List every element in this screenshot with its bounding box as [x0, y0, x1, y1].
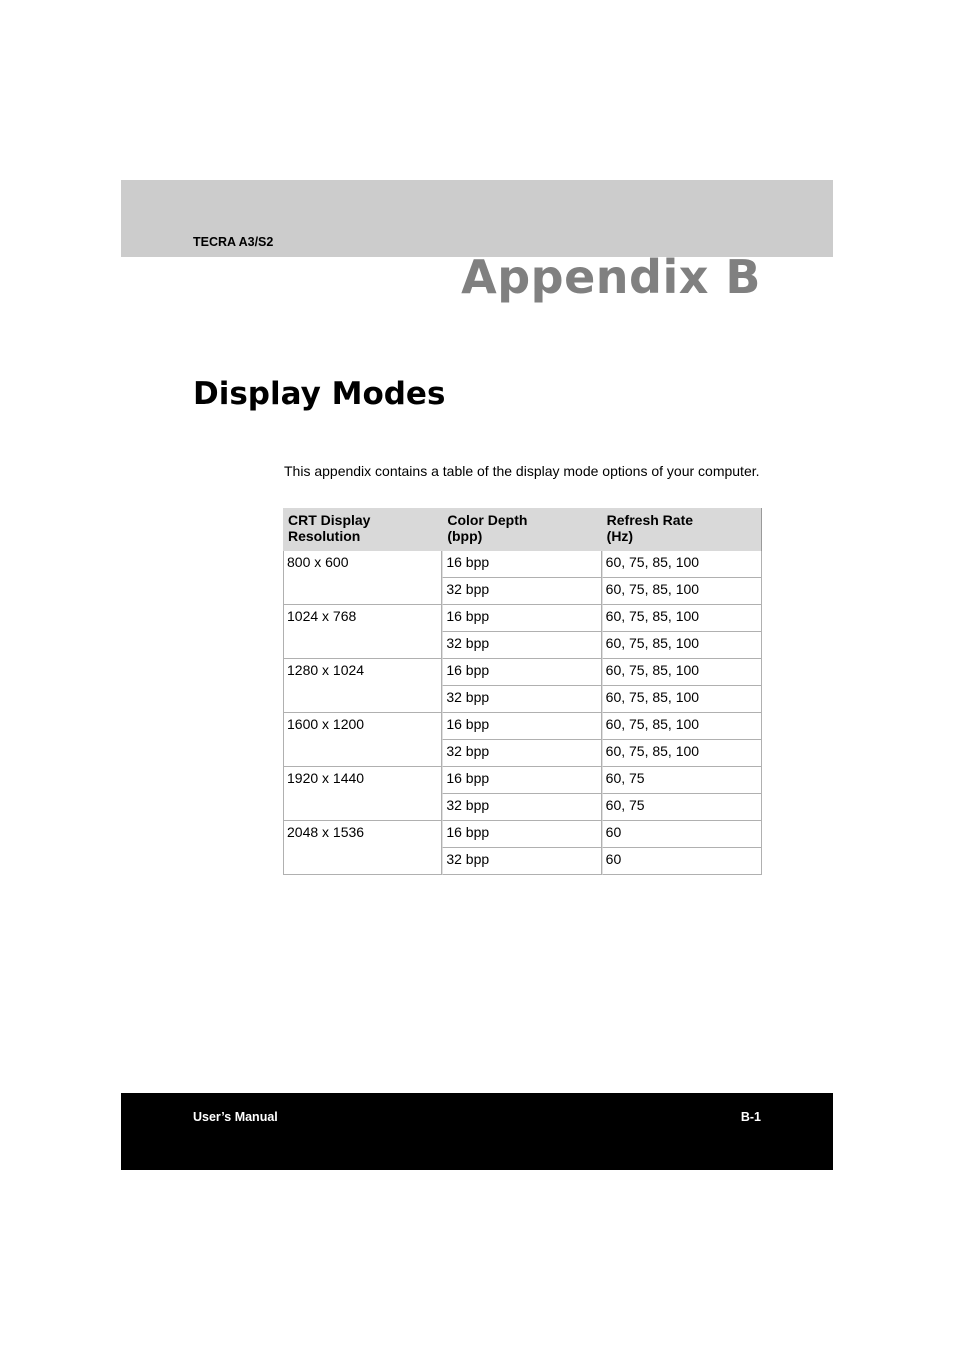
refresh-rate-cell: 60 [602, 848, 762, 875]
color-depth-cell: 32 bpp [442, 740, 601, 767]
refresh-rate-cell: 60, 75, 85, 100 [602, 632, 762, 659]
resolution-cell: 1920 x 1440 [283, 767, 442, 821]
header-refresh-rate: Refresh Rate (Hz) [602, 508, 762, 551]
color-depth-cell: 16 bpp [442, 659, 601, 686]
refresh-rate-cell: 60, 75, 85, 100 [602, 578, 762, 605]
footer-manual-label: User’s Manual [193, 1110, 278, 1124]
resolution-cell: 1024 x 768 [283, 605, 442, 659]
footer-band [121, 1093, 833, 1170]
color-depth-cell: 16 bpp [442, 713, 601, 740]
color-depth-cell: 32 bpp [442, 632, 601, 659]
color-depth-cell: 16 bpp [442, 821, 601, 848]
color-depth-cell: 16 bpp [442, 605, 601, 632]
resolution-cell: 2048 x 1536 [283, 821, 442, 875]
intro-paragraph: This appendix contains a table of the display mode options of your computer. [284, 463, 760, 479]
section-title: Display Modes [193, 376, 446, 412]
color-depth-cell: 32 bpp [442, 686, 601, 713]
resolution-cell: 800 x 600 [283, 551, 442, 605]
color-depth-cell: 32 bpp [442, 578, 601, 605]
resolution-cell: 1280 x 1024 [283, 659, 442, 713]
refresh-rate-cell: 60, 75 [602, 794, 762, 821]
table-row [283, 551, 762, 578]
table-row [283, 821, 762, 848]
product-name: TECRA A3/S2 [193, 235, 274, 249]
color-depth-cell: 16 bpp [442, 767, 601, 794]
color-depth-cell: 32 bpp [442, 848, 601, 875]
refresh-rate-cell: 60, 75, 85, 100 [602, 713, 762, 740]
table-row [283, 713, 762, 740]
refresh-rate-cell: 60, 75, 85, 100 [602, 686, 762, 713]
table-row [283, 767, 762, 794]
color-depth-cell: 32 bpp [442, 794, 601, 821]
table-row [283, 605, 762, 632]
refresh-rate-cell: 60, 75, 85, 100 [602, 605, 762, 632]
table-header-row [283, 508, 762, 551]
header-resolution: CRT Display Resolution [283, 508, 442, 551]
refresh-rate-cell: 60, 75 [602, 767, 762, 794]
refresh-rate-cell: 60 [602, 821, 762, 848]
header-color-depth: Color Depth (bpp) [442, 508, 601, 551]
page-number: B-1 [740, 1110, 761, 1124]
refresh-rate-cell: 60, 75, 85, 100 [602, 740, 762, 767]
refresh-rate-cell: 60, 75, 85, 100 [602, 551, 762, 578]
table-row [283, 659, 762, 686]
appendix-title: Appendix B [461, 250, 761, 304]
resolution-cell: 1600 x 1200 [283, 713, 442, 767]
display-modes-table [283, 508, 762, 875]
refresh-rate-cell: 60, 75, 85, 100 [602, 659, 762, 686]
color-depth-cell: 16 bpp [442, 551, 601, 578]
